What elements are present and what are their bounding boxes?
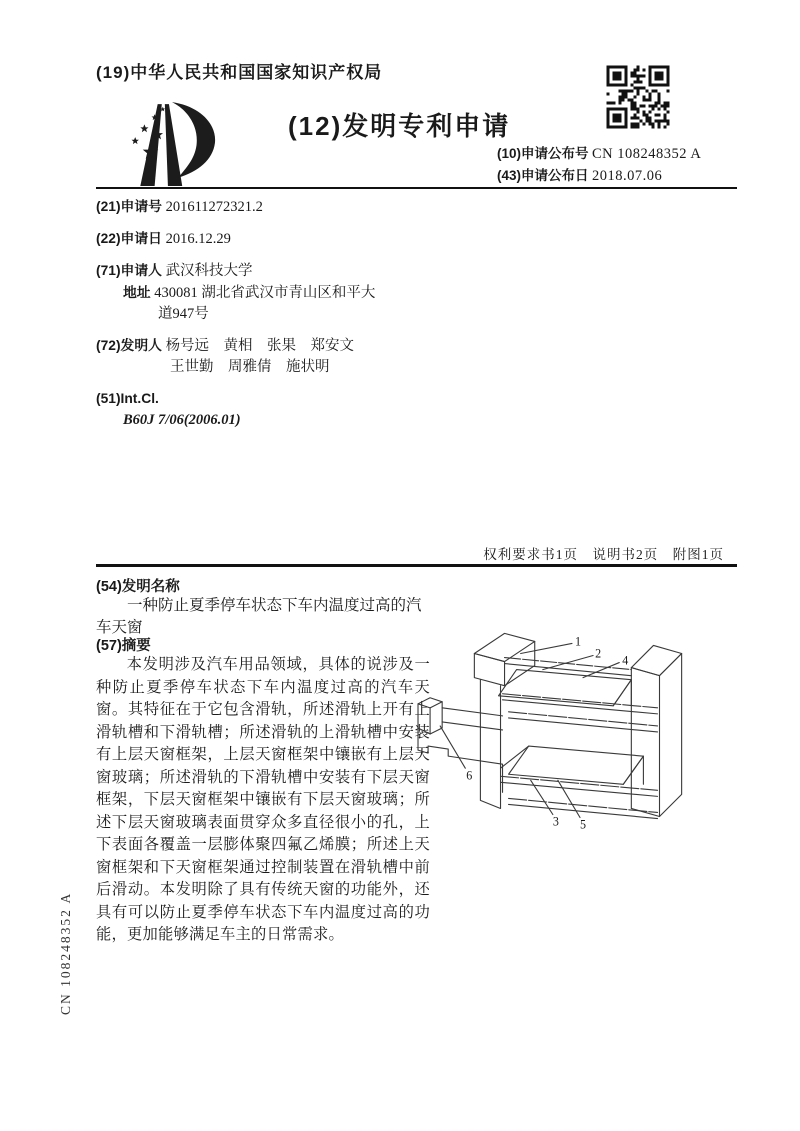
application-date-value: 2016.12.29 [165,231,231,247]
invention-title-label: (54)发明名称 [96,579,180,595]
intcl-label: (51)Int.Cl. [96,391,159,406]
inventors-label: (72)发明人 [96,338,162,353]
abstract-text: 本发明涉及汽车用品领域，具体的说涉及一种防止夏季停车状态下车内温度过高的汽车天窗。其特征在于它包含滑轨，所述滑轨上开有上滑轨槽和下滑轨槽；所述滑轨的上滑轨槽中安装有上层天窗框架，上层天窗框架中镶嵌有上层天窗玻璃；所述滑轨的下滑轨槽中安装有下层天窗框架，下层天窗框架中镶嵌有下层天窗玻璃；所述下层天窗玻璃表面贯穿众多直径很小的孔，上下表面各覆盖一层膨体聚四氟乙烯膜；所述上天窗框架和下天窗框架通过控制装置在滑轨槽中前后滑动。本发明除了具有传统天窗的功能外，还具有可以防止夏季停车状态下车内温度过高的功能，更加能够满足车主的日常需求。 [96,656,430,943]
pages-info: 权利要求书1页 说明书2页 附图1页 [483,547,724,562]
publication-number-value: CN 108248352 A [592,146,702,162]
inventors-row-2 [170,357,466,378]
publication-block [497,143,739,187]
publication-number-label: (10)申请公布号 [497,146,589,161]
figure-label-4: 4 [622,653,629,668]
figure-label-5: 5 [580,817,587,832]
figure-label-2: 2 [595,646,602,661]
figure-label-3: 3 [552,814,559,829]
figure-label-1: 1 [574,634,582,649]
address-row [123,282,466,304]
cnipa-logo-icon [120,96,224,188]
address-line1: 430081 湖北省武汉市青山区和平大 [154,285,376,301]
application-number-label: (21)申请号 [96,199,162,214]
inventors-line1: 杨号远 黄相 张果 郑安文 [165,338,355,354]
qr-code-icon [604,63,672,131]
side-publication-code: CN 108248352 A [58,891,73,1015]
invention-title-section [96,575,180,596]
abstract-label: (57)摘要 [96,638,151,654]
publication-date-label: (43)申请公布日 [497,168,589,183]
address-line2: 道947号 [158,306,209,322]
application-number-value: 201611272321.2 [165,199,263,215]
application-number-row [96,196,466,218]
bibliographic-section [96,196,466,431]
application-date-label: (22)申请日 [96,231,162,246]
invention-title: 一种防止夏季停车状态下车内温度过高的汽车天窗 [96,597,422,636]
document-type-title: (12)发明专利申请 [288,111,511,141]
patent-figure [416,616,740,852]
intcl-value: B60J 7/06(2006.01) [123,412,241,428]
intcl-value-row [123,410,466,431]
applicant-row [96,260,466,282]
application-date-row [96,228,466,250]
header-divider [96,187,737,189]
publication-number-row [497,143,739,165]
inventors-row [96,335,466,357]
figure-label-6: 6 [466,768,473,783]
intcl-row [96,388,466,410]
body-divider [96,564,737,567]
address-label: 地址 [123,285,151,300]
abstract-section-label-row [96,634,151,655]
publication-date-value: 2018.07.06 [592,168,663,184]
issuing-office: (19)中华人民共和国国家知识产权局 [96,63,383,82]
applicant-label: (71)申请人 [96,263,162,278]
publication-date-row [497,165,739,187]
address-row-2 [158,304,466,325]
applicant-value: 武汉科技大学 [165,263,253,279]
inventors-line2: 王世勤 周雅倩 施状明 [170,359,330,375]
